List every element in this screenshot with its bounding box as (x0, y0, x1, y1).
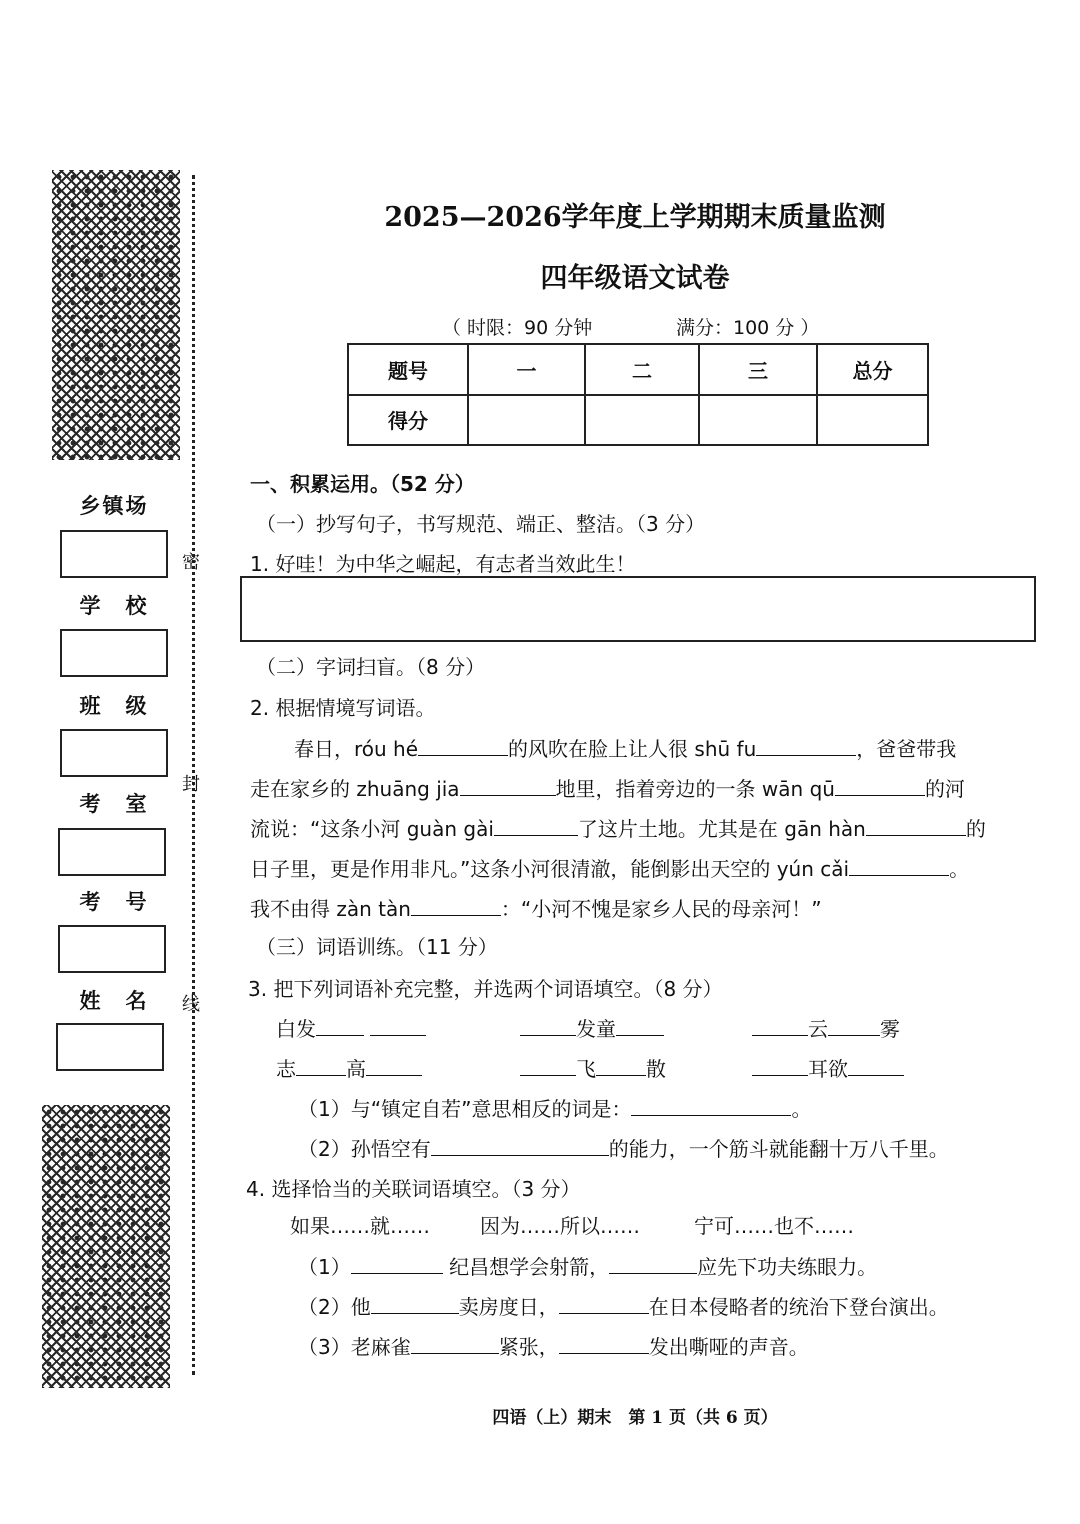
copy-answer-box[interactable] (240, 576, 1036, 642)
section-heading: 一、积累运用。（52 分） (250, 472, 475, 496)
part-heading: （一）抄写句子，书写规范、端正、整洁。（3 分） (256, 512, 706, 536)
number-field[interactable] (58, 925, 166, 973)
blank[interactable] (411, 1335, 499, 1354)
text: 散 (646, 1057, 666, 1081)
table-header: 一 (468, 344, 585, 395)
question-4: 4. 选择恰当的关联词语填空。（3 分） (246, 1177, 581, 1201)
question-1: 1. 好哇！为中华之崛起，有志者当效此生！ (250, 552, 636, 576)
text: 。 (791, 1097, 812, 1121)
school-field[interactable] (60, 629, 168, 677)
score-cell[interactable] (585, 395, 699, 446)
subquestion (298, 1133, 949, 1162)
page-footer: 四语（上）期末 第 1 页（共 6 页） (492, 1408, 778, 1428)
text: 发出嘶哑的声音。 (648, 1335, 809, 1359)
subquestion (298, 1331, 809, 1360)
text: 的风吹在脸上让人很 shū fu (508, 737, 757, 761)
table-header: 总分 (817, 344, 928, 395)
text: 走在家乡的 zhuāng jia (250, 777, 460, 801)
blank[interactable] (828, 1017, 880, 1036)
blank[interactable] (316, 1017, 364, 1036)
decorative-pattern-bottom (42, 1105, 170, 1388)
score-cell[interactable] (699, 395, 817, 446)
passage-line (250, 893, 822, 922)
town-field[interactable] (60, 530, 168, 578)
passage-line (294, 733, 956, 762)
option: 如果……就…… (290, 1214, 430, 1238)
text: 纪昌想学会射箭， (449, 1255, 610, 1279)
table-row (348, 395, 928, 446)
text: 的能力，一个筋斗就能翻十万八千里。 (608, 1137, 949, 1161)
decorative-pattern-top (52, 170, 180, 460)
blank[interactable] (835, 777, 925, 796)
room-field[interactable] (58, 828, 166, 876)
text: （2）孙悟空有 (298, 1137, 431, 1161)
text: 日子里，更是作用非凡。”这条小河很清澈，能倒影出天空的 yún cǎi (250, 857, 850, 881)
name-field[interactable] (56, 1023, 164, 1071)
text: 。 (949, 857, 970, 881)
table-header: 题号 (348, 344, 468, 395)
blank[interactable] (431, 1137, 609, 1156)
seal-char: 密 (182, 552, 200, 573)
text: 我不由得 zàn tàn (250, 897, 411, 921)
field-label-number: 考 号 (79, 890, 149, 914)
blank[interactable] (609, 1255, 697, 1274)
word-item (520, 1013, 664, 1042)
word-item (520, 1053, 666, 1082)
word-item (752, 1013, 900, 1042)
table-header: 三 (699, 344, 817, 395)
text: 的 (965, 817, 986, 841)
subquestion (298, 1251, 877, 1280)
text: 发童 (576, 1017, 616, 1041)
word-item (752, 1053, 904, 1082)
field-label-school: 学 校 (79, 594, 149, 618)
passage-line (250, 813, 986, 842)
blank[interactable] (866, 817, 966, 836)
text: 春日，róu hé (294, 737, 419, 761)
text: 地里，指着旁边的一条 wān qū (555, 777, 835, 801)
text: 了这片土地。尤其是在 gān hàn (577, 817, 866, 841)
blank[interactable] (418, 737, 508, 756)
field-label-class: 班 级 (79, 694, 149, 718)
field-label-town: 乡镇场 (79, 494, 149, 518)
score-cell[interactable] (817, 395, 928, 446)
blank[interactable] (494, 817, 578, 836)
text: 的河 (924, 777, 965, 801)
full-score: 满分：100 分 ） (676, 317, 820, 339)
text: ，爸爸带我 (856, 737, 957, 761)
text: 流说：“这条小河 guàn gài (250, 817, 494, 841)
passage-line (250, 773, 965, 802)
seal-char: 线 (182, 994, 200, 1015)
option: 宁可……也不…… (694, 1214, 854, 1238)
blank[interactable] (351, 1255, 443, 1274)
field-label-room: 考 室 (79, 792, 149, 816)
question-2: 2. 根据情境写词语。 (250, 696, 436, 720)
text: 白发 (276, 1017, 316, 1041)
blank[interactable] (366, 1057, 422, 1076)
part-heading: （三）词语训练。（11 分） (256, 935, 498, 959)
text: 飞 (576, 1057, 596, 1081)
subquestion (298, 1291, 949, 1320)
page-title: 2025—2026学年度上学期期末质量监测 (384, 202, 886, 233)
text: 耳欲 (808, 1057, 848, 1081)
text: 云 (808, 1017, 828, 1041)
text: 在日本侵略者的统治下登台演出。 (648, 1295, 949, 1319)
text: 紧张， (498, 1335, 559, 1359)
blank[interactable] (631, 1097, 791, 1116)
seal-char: 封 (182, 774, 200, 795)
text: 卖房度日， (458, 1295, 559, 1319)
text: 志 (276, 1057, 296, 1081)
text: ：“小河不愧是家乡人民的母亲河！” (500, 897, 822, 921)
part-heading: （二）字词扫盲。（8 分） (256, 655, 486, 679)
blank[interactable] (559, 1335, 649, 1354)
text: 应先下功夫练眼力。 (697, 1255, 878, 1279)
field-label-name: 姓 名 (79, 989, 149, 1013)
blank[interactable] (616, 1017, 664, 1036)
blank[interactable] (460, 777, 556, 796)
blank[interactable] (752, 1057, 808, 1076)
word-item (276, 1053, 422, 1082)
table-row (348, 344, 928, 395)
row-label: 得分 (348, 395, 468, 446)
text: （1） (298, 1255, 351, 1279)
blank[interactable] (559, 1295, 649, 1314)
text: （3）老麻雀 (298, 1335, 411, 1359)
blank[interactable] (848, 1057, 904, 1076)
blank[interactable] (849, 857, 949, 876)
blank[interactable] (520, 1017, 576, 1036)
blank[interactable] (520, 1057, 576, 1076)
blank[interactable] (756, 737, 856, 756)
text: （2）他 (298, 1295, 371, 1319)
page-subtitle: 四年级语文试卷 (540, 263, 730, 294)
text: 雾 (880, 1017, 900, 1041)
blank[interactable] (296, 1057, 346, 1076)
blank[interactable] (370, 1017, 426, 1036)
table-header: 二 (585, 344, 699, 395)
blank[interactable] (752, 1017, 808, 1036)
blank[interactable] (596, 1057, 646, 1076)
text: 高 (346, 1057, 366, 1081)
question-3: 3. 把下列词语补充完整，并选两个词语填空。（8 分） (248, 977, 723, 1001)
word-item (276, 1013, 426, 1042)
score-table (347, 343, 929, 446)
time-limit: （ 时限：90 分钟 (442, 317, 593, 339)
option: 因为……所以…… (480, 1214, 640, 1238)
subquestion (298, 1093, 811, 1122)
blank[interactable] (411, 897, 501, 916)
passage-line (250, 853, 969, 882)
score-cell[interactable] (468, 395, 585, 446)
text: （1）与“镇定自若”意思相反的词是： (298, 1097, 632, 1121)
class-field[interactable] (60, 729, 168, 777)
blank[interactable] (371, 1295, 459, 1314)
